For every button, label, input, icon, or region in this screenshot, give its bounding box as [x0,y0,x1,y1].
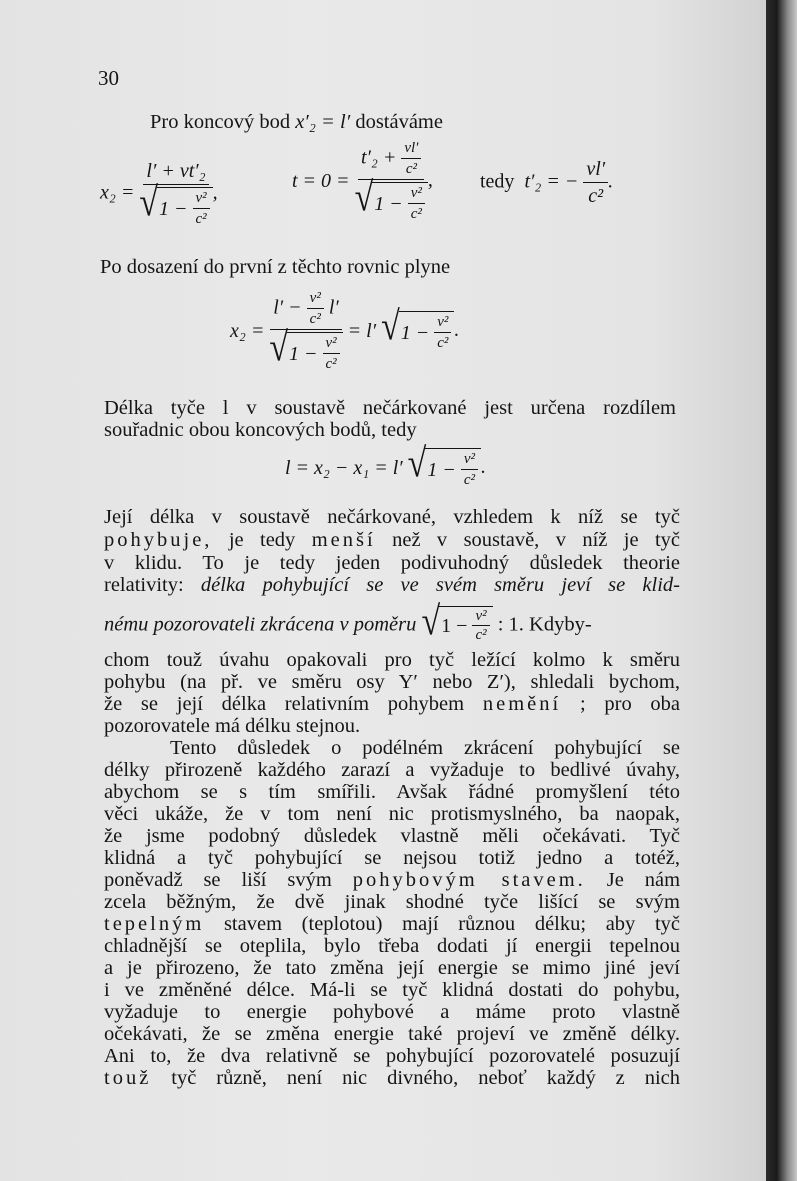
para1-line-1: Délka tyče l v soustavě nečárkované jest určena rozdílem [104,397,676,419]
intro-equation: x′₂ = l′ [295,111,351,133]
equation-x2-substituted: x₂ = l′ − $\frac{\text{v²}}{\text{c²}}$ l′ √ 1 − $\frac{\text{v²}}{\text{c²}}$ = l′ √ 1 − $\frac{\text{v²}}{\text{c²}}$ . [230,290,460,372]
after-eq1-text: Po dosazení do první z těchto rovnic plyne [100,256,451,278]
para3-line-4: věci ukáže, že v tom není nic protismyslného, ba naopak, [104,803,680,825]
para2-line-1: Její délka v soustavě nečárkované, vzhledem k níž se tyč [104,506,680,528]
para2-line-2: pohybuje, je tedy menší než v soustavě, v níž je tyč [104,529,681,551]
para3-line-11: a je přirozeno, že tato změna její energie se mimo jiné jeví [104,957,680,979]
equation-x2: x₂ = l′ + vt′₂ √ 1 − $\frac{\text{v²}}{\text{c²}}$ , [100,160,218,227]
para3-line-12: i ve změněné délce. Má-li se tyč klidná dostati do pohybu, [104,979,680,1001]
para3-line-14: očekávati, že se změna energie také projeví ve změně délky. [104,1023,680,1045]
para2-line-8: že se její délka relativním pohybem nemění ; pro oba [104,693,681,715]
para3-line-10: chladnější se oteplila, bylo třeba dodati jí energii tepelnou [104,935,680,957]
page-number: 30 [98,66,119,90]
para2-line-6: chom touž úvahu opakovali pro tyč ležící kolmo k směru [104,649,680,671]
para3-line-8: zcela běžným, že dvě jinak shodné tyče lišící se svým [104,891,680,913]
para2-line-9: pozorovatele má délku stejnou. [104,715,361,737]
para3-line-6: klidná a tyč pohybující se nejsou totiž jedno a totéž, [104,847,680,869]
para3-line-5: že jsme podobný důsledek vlastně měli očekávati. Tyč [104,825,680,847]
para3-line-1: Tento důsledek o podélném zkrácení pohybující se [170,737,680,759]
para3-line-9: tepelným stavem (teplotou) mají různou délku; aby tyč [104,913,681,935]
para3-line-3: abychom se s tím smířili. Avšak řádné promyšlení této [104,781,680,803]
equation-t: t = 0 = t′₂ + $\frac{vl'}{\text{c²}}$ √ 1 − $\frac{\text{v²}}{\text{c²}}$ , [292,140,433,222]
para3-line-15: Ani to, že dva relativně se pohybující pozorovatelé posuzují [104,1045,680,1067]
para2-line-7: pohybu (na př. ve směru osy Y′ nebo Z′), shledali bychom, [104,671,680,693]
para1-line-2: souřadnic obou koncových bodů, tedy [104,419,417,441]
book-binding [766,0,797,1181]
para3-line-2: délky přirozeně každého zarazí a vyžaduje to bedlivé úvahy, [104,759,680,781]
para2-line-3: v klidu. To je tedy jeden podivuhodný důsledek theorie [104,552,680,574]
equation-length: l = x₂ − x₁ = l′ √ 1 − $\frac{\text{v²}}{\text{c²}}$ . [285,441,486,488]
para3-line-7: poněvadž se liší svým pohybovým stavem. Je nám [104,869,681,891]
para2-line-5: nému pozorovateli zkrácena v poměru √ 1 − $\frac{\text{v²}}{\text{c²}}$ : 1. Kdyby- [104,599,592,645]
equation-t2: tedy t′₂ = − $\frac{vl'}{\text{c²}}$ . [480,158,614,207]
para2-line-4: relativity: délka pohybující se ve svém směru jeví se klid- [104,574,680,596]
intro-line: Pro koncový bod x′₂ = l′ dostáváme [150,111,443,133]
para3-line-13: vyžaduje to energie pohybové a máme proto vlastně [104,1001,680,1023]
para3-line-16: touž tyč různě, není nic divného, neboť každý z nich [104,1067,680,1089]
